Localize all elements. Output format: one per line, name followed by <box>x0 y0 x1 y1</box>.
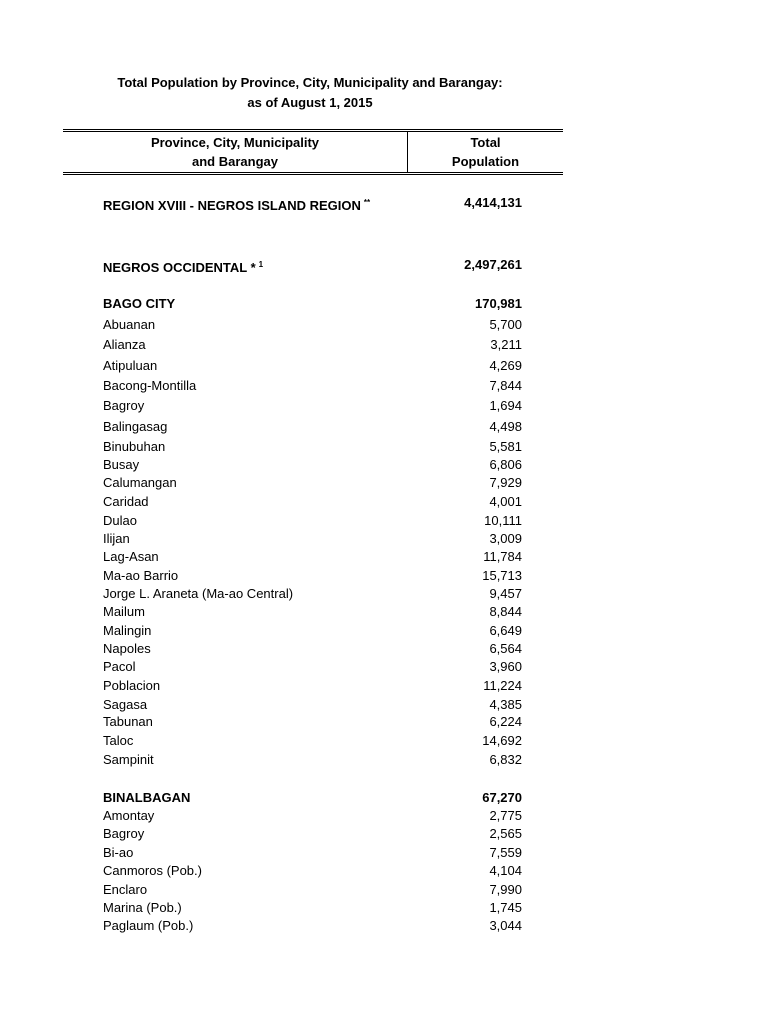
region-note: ** <box>363 198 371 207</box>
table-row <box>103 713 522 731</box>
barangay-name: Calumangan <box>103 475 177 490</box>
barangay-population: 15,713 <box>482 568 522 583</box>
table-row <box>103 640 522 658</box>
table-row <box>103 862 522 880</box>
barangay-name: Bagroy <box>103 398 145 413</box>
table-row <box>103 807 522 825</box>
table-row <box>103 603 522 621</box>
table-row <box>103 658 522 676</box>
barangay-name: Tabunan <box>103 714 153 729</box>
barangay-name: Bi-ao <box>103 845 134 860</box>
barangay-population: 11,784 <box>483 549 522 564</box>
barangay-population: 10,111 <box>484 513 522 528</box>
barangay-name: Paglaum (Pob.) <box>103 918 194 933</box>
table-row <box>103 899 522 917</box>
province-note: 1 <box>258 260 264 269</box>
barangay-name: Binubuhan <box>103 439 166 454</box>
barangay-population: 4,104 <box>489 863 522 878</box>
header-col1-line1: Province, City, Municipality <box>150 135 320 150</box>
barangay-population: 6,224 <box>489 714 522 729</box>
city-value: 170,981 <box>475 296 522 311</box>
barangay-name: Amontay <box>103 808 155 823</box>
title-line-1: Total Population by Province, City, Municipality and Barangay: <box>117 75 503 90</box>
barangay-name: Balingasag <box>103 419 168 434</box>
table-row <box>103 917 522 935</box>
barangay-population: 7,559 <box>489 845 522 860</box>
barangay-name: Poblacion <box>103 678 161 693</box>
region-value: 4,414,131 <box>464 195 522 210</box>
barangay-population: 14,692 <box>482 733 522 748</box>
barangay-name: Dulao <box>103 513 137 528</box>
barangay-name: Busay <box>103 457 140 472</box>
table-row <box>103 336 522 354</box>
table-row <box>103 844 522 862</box>
barangay-population: 2,565 <box>489 826 522 841</box>
barangay-name: Napoles <box>103 641 151 656</box>
barangay-population: 4,001 <box>489 494 522 509</box>
barangay-population: 3,044 <box>489 918 522 933</box>
table-row <box>103 567 522 585</box>
barangay-name: Ma-ao Barrio <box>103 568 179 583</box>
table-row <box>103 881 522 899</box>
table-row <box>103 825 522 843</box>
barangay-name: Caridad <box>103 494 149 509</box>
table-row <box>103 622 522 640</box>
table-row <box>103 316 522 334</box>
barangay-name: Enclaro <box>103 882 148 897</box>
municipality-name: BINALBAGAN <box>103 790 191 805</box>
header-area-column <box>63 132 408 173</box>
barangay-population: 8,844 <box>489 604 522 619</box>
barangay-population: 5,700 <box>489 317 522 332</box>
barangay-name: Malingin <box>103 623 152 638</box>
city-row-bago <box>103 295 522 313</box>
barangay-population: 6,564 <box>489 641 522 656</box>
barangay-population: 2,775 <box>489 808 522 823</box>
header-col2-line2: Population <box>451 154 520 169</box>
barangay-population: 1,694 <box>489 398 522 413</box>
barangay-name: Atipuluan <box>103 358 158 373</box>
table-row <box>103 397 522 415</box>
barangay-population: 4,269 <box>489 358 522 373</box>
barangay-name: Mailum <box>103 604 145 619</box>
barangay-population: 4,498 <box>489 419 522 434</box>
table-row <box>103 751 522 769</box>
table-row <box>103 585 522 603</box>
barangay-name: Sampinit <box>103 752 154 767</box>
barangay-name: Canmoros (Pob.) <box>103 863 202 878</box>
province-name: NEGROS OCCIDENTAL * $^1$ <box>103 260 264 275</box>
barangay-population: 6,806 <box>489 457 522 472</box>
document-title <box>0 73 620 113</box>
table-row <box>103 732 522 750</box>
barangay-name: Jorge L. Araneta (Ma-ao Central) <box>103 586 294 601</box>
barangay-population: 7,990 <box>489 882 522 897</box>
barangay-population: 6,832 <box>489 752 522 767</box>
municipality-row-binalbagan <box>103 789 522 807</box>
table-row <box>103 512 522 530</box>
table-row <box>103 696 522 714</box>
barangay-population: 4,385 <box>489 697 522 712</box>
region-row <box>103 194 522 212</box>
table-row <box>103 493 522 511</box>
barangay-name: Alianza <box>103 337 146 352</box>
barangay-population: 11,224 <box>483 678 522 693</box>
barangay-name: Pacol <box>103 659 136 674</box>
table-row <box>103 456 522 474</box>
barangay-name: Abuanan <box>103 317 156 332</box>
barangay-population: 3,960 <box>489 659 522 674</box>
barangay-name: Bacong-Montilla <box>103 378 197 393</box>
barangay-name: Bagroy <box>103 826 145 841</box>
barangay-population: 9,457 <box>489 586 522 601</box>
city-name: BAGO CITY <box>103 296 176 311</box>
province-value: 2,497,261 <box>464 257 522 272</box>
table-row <box>103 677 522 695</box>
header-population-column <box>408 132 563 173</box>
barangay-name: Taloc <box>103 733 134 748</box>
table-header <box>63 129 563 175</box>
table-row <box>103 438 522 456</box>
table-row <box>103 377 522 395</box>
barangay-population: 7,929 <box>489 475 522 490</box>
barangay-population: 3,211 <box>490 337 522 352</box>
municipality-value: 67,270 <box>482 790 522 805</box>
table-row <box>103 474 522 492</box>
barangay-population: 5,581 <box>489 439 522 454</box>
barangay-population: 6,649 <box>489 623 522 638</box>
table-row <box>103 530 522 548</box>
table-row <box>103 548 522 566</box>
barangay-name: Lag-Asan <box>103 549 159 564</box>
barangay-population: 1,745 <box>489 900 522 915</box>
barangay-population: 3,009 <box>489 531 522 546</box>
barangay-name: Marina (Pob.) <box>103 900 182 915</box>
header-col1-line2: and Barangay <box>192 154 278 169</box>
region-name: REGION XVIII - NEGROS ISLAND REGION ** <box>103 198 371 213</box>
barangay-name: Ilijan <box>103 531 130 546</box>
table-row <box>103 418 522 436</box>
table-row <box>103 357 522 375</box>
barangay-population: 7,844 <box>489 378 522 393</box>
title-line-2: as of August 1, 2015 <box>247 95 373 110</box>
header-col2-line1: Total <box>470 135 501 150</box>
province-row <box>103 256 522 274</box>
barangay-name: Sagasa <box>103 697 148 712</box>
